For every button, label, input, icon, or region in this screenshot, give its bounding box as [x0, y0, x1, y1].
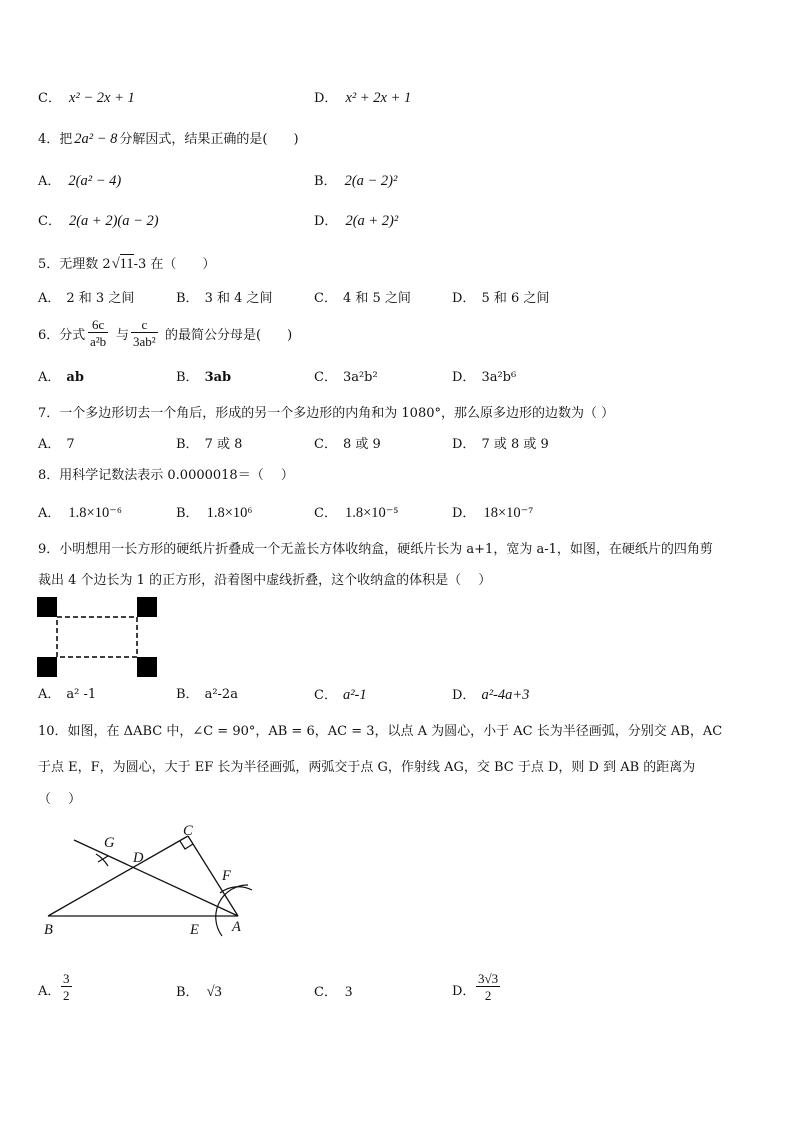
q10-option-a-fraction: $\frac{3}{2}$ [63, 971, 70, 1003]
q6-option-d: D． 3a²b⁶ [452, 370, 517, 385]
label-B: B [44, 922, 53, 938]
q10-option-a-letter: A． [38, 984, 61, 999]
q4-option-a: A． 2(a² − 4) [38, 173, 122, 189]
q4-option-d: D． 2(a + 2)² [314, 213, 399, 229]
q7-option-d: D． 7 或 8 或 9 [452, 437, 549, 452]
q5-option-b: B． 3 和 4 之间 [176, 291, 273, 306]
q10-option-c: C． 3 [314, 984, 353, 1000]
right-angle-mark [180, 841, 193, 849]
q5-stem: 5．无理数 2√11-3 在（ ） [38, 256, 216, 272]
q7-option-a: A． 7 [38, 437, 75, 452]
q7-option-b: B． 7 或 8 [176, 437, 243, 452]
q9-option-c: C． a²-1 [314, 687, 367, 703]
q9-option-b: B． a²-2a [176, 687, 238, 702]
q6-option-b: B． 3ab [176, 370, 232, 385]
q5-option-d: D． 5 和 6 之间 [452, 291, 550, 306]
q10-option-b: B． √3 [176, 984, 222, 1000]
q8-option-d: D． 18×10⁻⁷ [452, 505, 534, 521]
q5-option-c: C． 4 和 5 之间 [314, 291, 411, 306]
corner-square-bottom-left [37, 657, 57, 677]
q8-option-b: B． 1.8×10⁶ [176, 505, 253, 521]
q6-suffix: 的最简公分母是( ) [165, 328, 293, 343]
corner-square-top-right [137, 597, 157, 617]
ray-AG [74, 840, 238, 916]
q9-stem-line2: 裁出 4 个边长为 1 的正方形，沿着图中虚线折叠，这个收纳盒的体积是（ ） [38, 573, 492, 588]
q4-option-b: B． 2(a − 2)² [314, 173, 398, 189]
q10-stem-line2: 于点 E，F，为圆心，大于 EF 长为半径画弧，两弧交于点 G，作射线 AG，交 BC 于点 D，则 D 到 AB 的距离为 [38, 760, 696, 775]
q7-stem: 7．一个多边形切去一个角后，形成的另一个多边形的内角和为 1080°，那么原多边形的边数为（ ） [38, 406, 615, 421]
q3-option-d: D． x² + 2x + 1 [314, 90, 412, 106]
label-A: A [232, 919, 241, 935]
segment-BC [48, 836, 188, 916]
corner-square-top-left [37, 597, 57, 617]
q9-option-a: A． a² -1 [38, 687, 97, 702]
label-E: E [190, 922, 199, 938]
q6-fraction-2: $\frac{c}{\text{3ab²}}$ [133, 317, 156, 349]
q4-option-c: C． 2(a + 2)(a − 2) [38, 213, 159, 229]
q6-mid: 与 [116, 328, 130, 343]
q6-option-c: C． 3a²b² [314, 370, 378, 385]
q9-cardboard-figure [37, 597, 159, 679]
q9-option-d: D． a²-4a+3 [452, 687, 530, 703]
q6-prefix: 6．分式 [38, 328, 86, 343]
q10-stem-line1: 10．如图，在 ΔABC 中，∠C = 90°，AB = 6，AC = 3，以点 A 为圆心，小于 AC 长为半径画弧，分别交 AB，AC [38, 724, 723, 739]
q8-stem: 8．用科学记数法表示 0.0000018＝（ ） [38, 468, 294, 483]
q7-option-c: C． 8 或 9 [314, 437, 381, 452]
q3-option-c: C． x² − 2x + 1 [38, 90, 135, 106]
q10-stem-line3: （ ） [38, 792, 82, 807]
q5-option-a: A． 2 和 3 之间 [38, 291, 135, 306]
q10-option-d-fraction: $\frac{3√3}{2}$ [478, 971, 499, 1003]
q6-option-a: A． ab [38, 370, 84, 385]
label-G: G [104, 835, 115, 851]
q9-stem-line1: 9．小明想用一长方形的硬纸片折叠成一个无盖长方体收纳盒，硬纸片长为 a+1，宽为 a-1，如图，在硬纸片的四角剪 [38, 542, 713, 557]
q6-fraction-1: $\frac{6c}{\text{a²b}}$ [90, 317, 107, 349]
corner-square-bottom-right [137, 657, 157, 677]
label-D: D [133, 850, 144, 866]
fold-dashed-rectangle [57, 617, 137, 657]
label-C: C [183, 823, 193, 839]
q8-option-a: A． 1.8×10⁻⁶ [38, 505, 122, 521]
q8-option-c: C． 1.8×10⁻⁵ [314, 505, 399, 521]
q10-option-d-letter: D． [452, 984, 476, 999]
q4-stem: 4．把 2a² − 8 分解因式，结果正确的是( ) [38, 131, 299, 147]
label-F: F [222, 868, 231, 884]
